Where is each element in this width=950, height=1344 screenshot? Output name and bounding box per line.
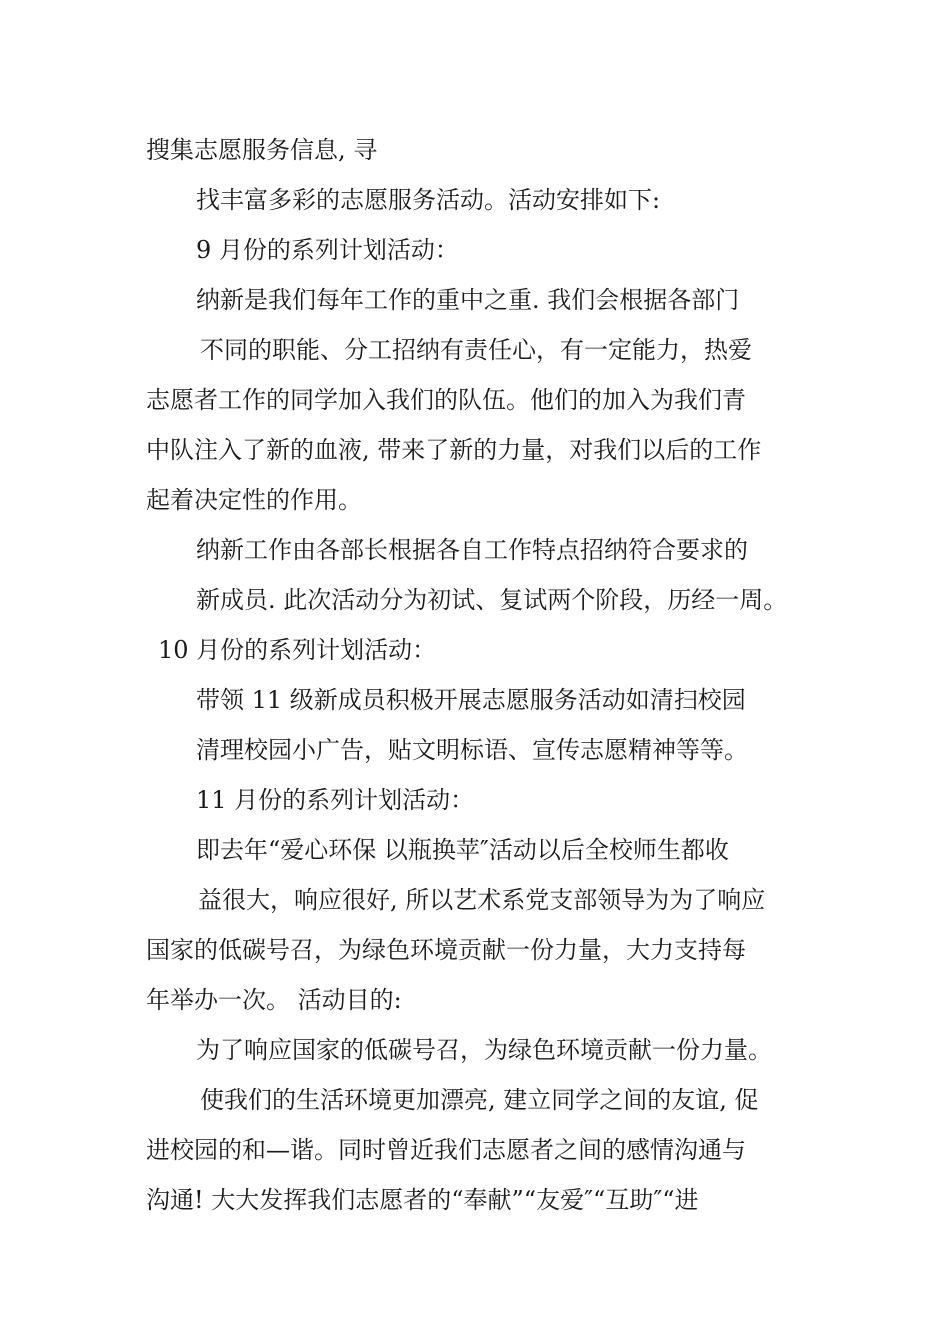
text-line: 年举办一次。 活动目的:: [146, 986, 402, 1014]
text-line: 纳新是我们每年工作的重中之重. 我们会根据各部门: [196, 286, 740, 314]
text-line: 带领 11 级新成员积极开展志愿服务活动如清扫校园: [196, 686, 746, 714]
text-line: 纳新工作由各部长根据各自工作特点招纳符合要求的: [196, 536, 748, 564]
text-line: 新成员. 此次活动分为初试、复试两个阶段，历经一周。: [196, 586, 788, 614]
text-line: 进校园的和—谐。同时曾近我们志愿者之间的感情沟通与: [146, 1136, 746, 1164]
text-line: 中队注入了新的血液, 带来了新的力量，对我们以后的工作: [146, 436, 762, 464]
text-line: 为了响应国家的低碳号召，为绿色环境贡献一份力量。: [196, 1036, 772, 1064]
text-line: 搜集志愿服务信息, 寻: [146, 136, 378, 164]
text-line: 不同的职能、分工招纳有责任心，有一定能力，热爱: [200, 336, 752, 364]
text-line: 志愿者工作的同学加入我们的队伍。他们的加入为我们青: [146, 386, 746, 414]
text-line: 国家的低碳号召，为绿色环境贡献一份力量，大力支持每: [146, 936, 746, 964]
text-line: 起着决定性的作用。: [146, 486, 362, 514]
text-line: 找丰富多彩的志愿服务活动。活动安排如下:: [196, 186, 661, 214]
text-line: 10 月份的系列计划活动：: [158, 636, 437, 664]
text-line: 清理校园小广告，贴文明标语、宣传志愿精神等等。: [196, 736, 748, 764]
text-line: 沟通! 大大发挥我们志愿者的“奉献”“友爱″“互助″“进: [146, 1186, 699, 1214]
text-line: 即去年“爱心环保 以瓶换苹″活动以后全校师生都收: [196, 836, 729, 864]
text-line: 9 月份的系列计划活动：: [196, 236, 459, 264]
text-line: 11 月份的系列计划活动：: [196, 786, 475, 814]
text-line: 使我们的生活环境更加漂亮, 建立同学之间的友谊, 促: [200, 1086, 759, 1114]
text-line: 益很大，响应很好, 所以艺术系党支部领导为为了响应: [198, 886, 766, 914]
